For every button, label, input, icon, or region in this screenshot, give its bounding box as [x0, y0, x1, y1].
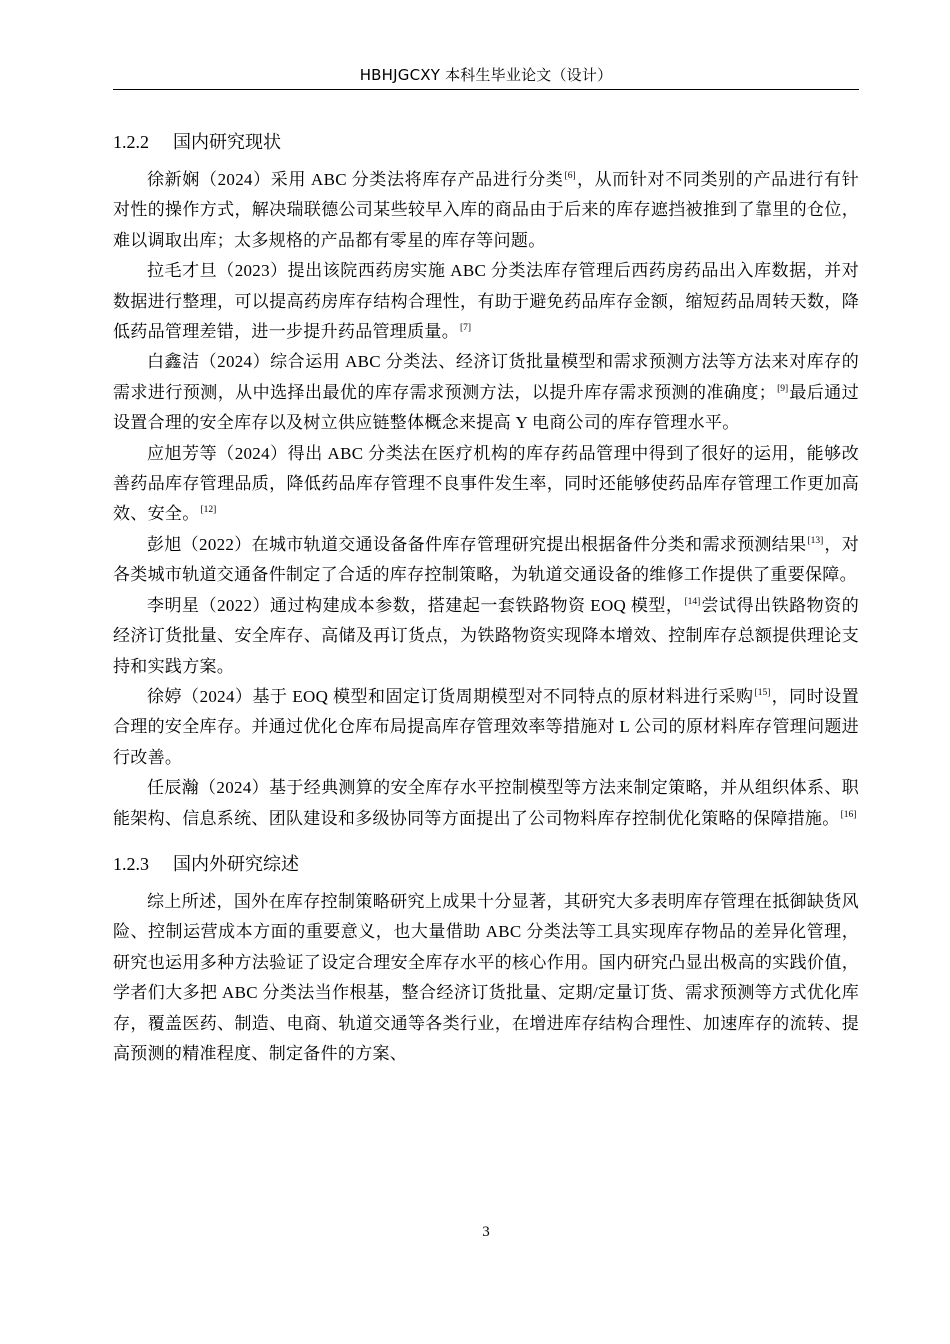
- paragraph-text: 应旭芳等（2024）得出 ABC 分类法在医疗机构的库存药品管理中得到了很好的运用，能够改善药品库存管理品质，降低药品库存管理不良事件发生率，同时还能够使药品库存管理工作更加高效、安全。: [113, 443, 859, 524]
- paragraph-text: 拉毛才旦（2023）提出该院西药房实施 ABC 分类法库存管理后西药房药品出入库数据，并对数据进行整理，可以提高药房库存结构合理性，有助于避免药品库存金额，缩短药品周转天数，降低药品管理差错，进一步提升药品管理质量。: [113, 261, 859, 342]
- paragraph-text: 最后通过设置合理的安全库存以及树立供应链整体概念来提高 Y 电商公司的库存管理水平。: [113, 382, 860, 433]
- paragraph: [113, 347, 859, 438]
- running-header: HBHJGCXY 本科生毕业论文（设计）: [359, 66, 613, 84]
- citation-ref: [6]: [564, 171, 576, 181]
- paragraph: [113, 165, 859, 256]
- paragraph: [113, 773, 859, 834]
- paragraph: [113, 591, 859, 682]
- paragraph-text: 徐新娴（2024）采用 ABC 分类法将库存产品进行分类: [147, 170, 564, 189]
- section-number: 1.2.2: [113, 132, 149, 152]
- section-number: 1.2.3: [113, 853, 149, 874]
- citation-ref: [9]: [777, 383, 789, 394]
- citation-ref: [12]: [200, 505, 217, 516]
- page-number: 3: [482, 1224, 490, 1240]
- page-body: [113, 122, 859, 1069]
- citation-ref: [16]: [840, 809, 857, 820]
- citation-ref: [14]: [684, 596, 701, 607]
- paragraph: [113, 256, 859, 347]
- paragraph: 综上所述，国外在库存控制策略研究上成果十分显著，其研究大多表明库存管理在抵御缺货风险、控制运营成本方面的重要意义，也大量借助 ABC 分类法等工具实现库存物品的差异化管理，研究也运用多种方法验证了设定合理安全库存水平的核心作用。国内研究凸显出极高的实践价值，学者们大多把 ABC 分类法当作根基，整合经济订货批量、定期/定量订货、需求预测等方式优化库存，覆盖医药、制造、电商、轨道交通等各类行业，在增进库存结构合理性、加速库存的流转、提高预测的精准程度、制定备件的方案、: [113, 891, 859, 1063]
- section-title: 国内外研究综述: [173, 853, 299, 875]
- paragraph-text: ，从而针对不同类别的产品进行有针对性的操作方式，解决瑞联德公司某些较早入库的商品由于后来的库存遮挡被推到了靠里的仓位，难以调取出库；太多规格的产品都有零星的库存等问题。: [113, 170, 859, 250]
- citation-ref: [13]: [807, 535, 824, 546]
- paragraph: [113, 682, 859, 773]
- section-heading-1-2-3: [113, 844, 859, 885]
- paragraph-text: ，同时设置合理的安全库存。并通过优化仓库布局提高库存管理效率等措施对 L 公司的原材料库存管理问题进行改善。: [113, 686, 859, 767]
- paragraph-text: 任辰瀚（2024）基于经典测算的安全库存水平控制模型等方法来制定策略，并从组织体系、职能架构、信息系统、团队建设和多级协同等方面提出了公司物料库存控制优化策略的保障措施。: [113, 778, 859, 828]
- paragraph-text: ，对各类城市轨道交通备件制定了合适的库存控制策略，为轨道交通设备的维修工作提供了重要保障。: [113, 534, 859, 585]
- paragraph: [113, 439, 859, 530]
- section-title: 国内研究现状: [173, 132, 281, 153]
- section-heading-1-2-2: [113, 122, 859, 163]
- paragraph-text: 李明星（2022）通过构建成本参数，搭建起一套铁路物资 EOQ 模型，: [147, 595, 684, 615]
- citation-ref: [7]: [460, 323, 472, 334]
- citation-ref: [15]: [754, 687, 771, 698]
- paragraph: [113, 530, 859, 591]
- paragraph-text: 尝试得出铁路物资的经济订货批量、安全库存、高储及再订货点，为铁路物资实现降本增效、控制库存总额提供理论支持和实践方案。: [113, 595, 860, 676]
- header-rule: [113, 89, 859, 90]
- paragraph-text: 白鑫洁（2024）综合运用 ABC 分类法、经济订货批量模型和需求预测方法等方法来对库存的需求进行预测，从中选择出最优的库存需求预测方法，以提升库存需求预测的准确度；: [113, 352, 859, 402]
- paragraph-text: 彭旭（2022）在城市轨道交通设备备件库存管理研究提出根据备件分类和需求预测结果: [147, 534, 807, 554]
- paragraph-text: 徐婷（2024）基于 EOQ 模型和固定订货周期模型对不同特点的原材料进行采购: [147, 686, 754, 706]
